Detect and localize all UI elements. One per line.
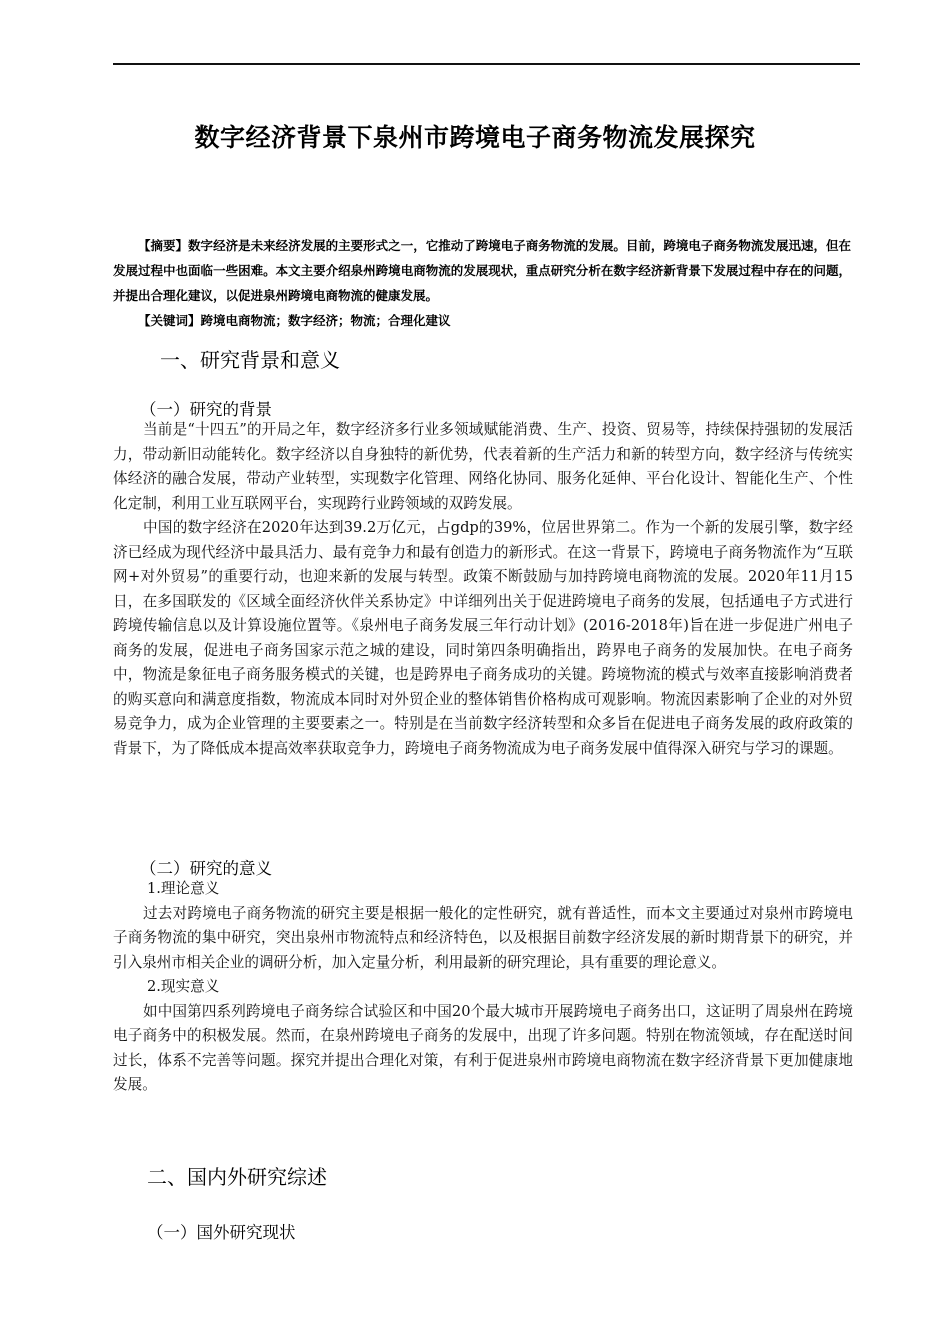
- theory-significance-label: 1.理论意义: [147, 880, 220, 897]
- abstract-text: 数字经济是未来经济发展的主要形式之一，它推动了跨境电子商务物流的发展。目前，跨境电子商务物流发展迅速，但在发展过程中也面临一些困难。本文主要介绍泉州跨境电商物流的发展现状，重点研究分析在数字经济新背景下发展过程中存在的问题，并提出合理化建议，以促进泉州跨境电商物流的健康发展。: [113, 238, 851, 303]
- document-title: 数字经济背景下泉州市跨境电子商务物流发展探究: [194, 123, 756, 152]
- abstract-block: [113, 233, 851, 333]
- keywords-paragraph: [113, 308, 851, 333]
- section2-heading: 二、国内外研究综述: [147, 1165, 327, 1189]
- keywords-text: 跨境电商物流；数字经济；物流；合理化建议: [200, 313, 451, 328]
- body-paragraph-2: 中国的数字经济在2020年达到39.2万亿元，占gdp的39%，位居世界第二。作为一个新的发展引擎，数字经济已经成为现代经济中最具活力、最有竞争力和最有创造力的新形式。在这一背景下，跨境电子商务物流作为“互联网+对外贸易”的重要行动，也迎来新的发展与转型。政策不断鼓励与加持跨境电商物流的发展。2020年11月15日，在多国联发的《区域全面经济伙伴关系协定》中详细列出关于促进跨境电子商务的发展，包括通电子方式进行跨境传输信息以及计算设施位置等。《泉州电子商务发展三年行动计划》(2016-2018年)旨在进一步促进广州电子商务的发展，促进电子商务国家示范之城的建设，同时第四条明确指出，跨界电子商务的发展加快。在电子商务中，物流是象征电子商务服务模式的关键，也是跨界电子商务成功的关键。跨境物流的模式与效率直接影响消费者的购买意向和满意度指数，物流成本同时对外贸企业的整体销售价格构成可观影响。物流因素影响了企业的对外贸易竞争力，成为企业管理的主要要素之一。特别是在当前数字经济转型和众多旨在促进电子商务发展的政府政策的背景下，为了降低成本提高效率获取竞争力，跨境电子商务物流成为电子商务发展中值得深入研究与学习的课题。: [113, 519, 853, 757]
- practical-significance-label: 2.现实意义: [147, 978, 220, 995]
- section1-sub2-heading: （二）研究的意义: [140, 859, 272, 878]
- section2-sub1-heading: （一）国外研究现状: [147, 1223, 296, 1242]
- abstract-label: 【摘要】: [138, 238, 189, 253]
- abstract-paragraph: [113, 233, 851, 308]
- section1-sub2-body: [113, 877, 853, 1098]
- practical-significance-text: 如中国第四系列跨境电子商务综合试验区和中国20个最大城市开展跨境电子商务出口，这证明了周泉州在跨境电子商务中的积极发展。然而，在泉州跨境电子商务的发展中，出现了许多问题。特别在物流领域，存在配送时间过长，体系不完善等问题。探究并提出合理化对策，有利于促进泉州市跨境电商物流在数字经济背景下更加健康地发展。: [113, 1002, 853, 1093]
- section1-sub1-body: [113, 418, 853, 761]
- section1-heading: 一、研究背景和意义: [160, 348, 340, 372]
- keywords-label: 【关键词】: [138, 313, 201, 328]
- section1-sub1-heading: （一）研究的背景: [140, 400, 272, 419]
- body-paragraph-1: 当前是“十四五”的开局之年，数字经济多行业多领域赋能消费、生产、投资、贸易等，持续保持强韧的发展活力，带动新旧动能转化。数字经济以自身独特的新优势，代表着新的生产活力和新的转型方向，数字经济与传统实体经济的融合发展，带动产业转型，实现数字化管理、网络化协同、服务化延伸、平台化设计、智能化生产、个性化定制，利用工业互联网平台，实现跨行业跨领域的双跨发展。: [113, 421, 853, 512]
- header-rule: [113, 63, 860, 65]
- theory-significance-text: 过去对跨境电子商务物流的研究主要是根据一般化的定性研究，就有普适性，而本文主要通过对泉州市跨境电子商务物流的集中研究，突出泉州市物流特点和经济特色，以及根据目前数字经济发展的新时期背景下的研究，并引入泉州市相关企业的调研分析，加入定量分析，利用最新的研究理论，具有重要的理论意义。: [113, 904, 853, 971]
